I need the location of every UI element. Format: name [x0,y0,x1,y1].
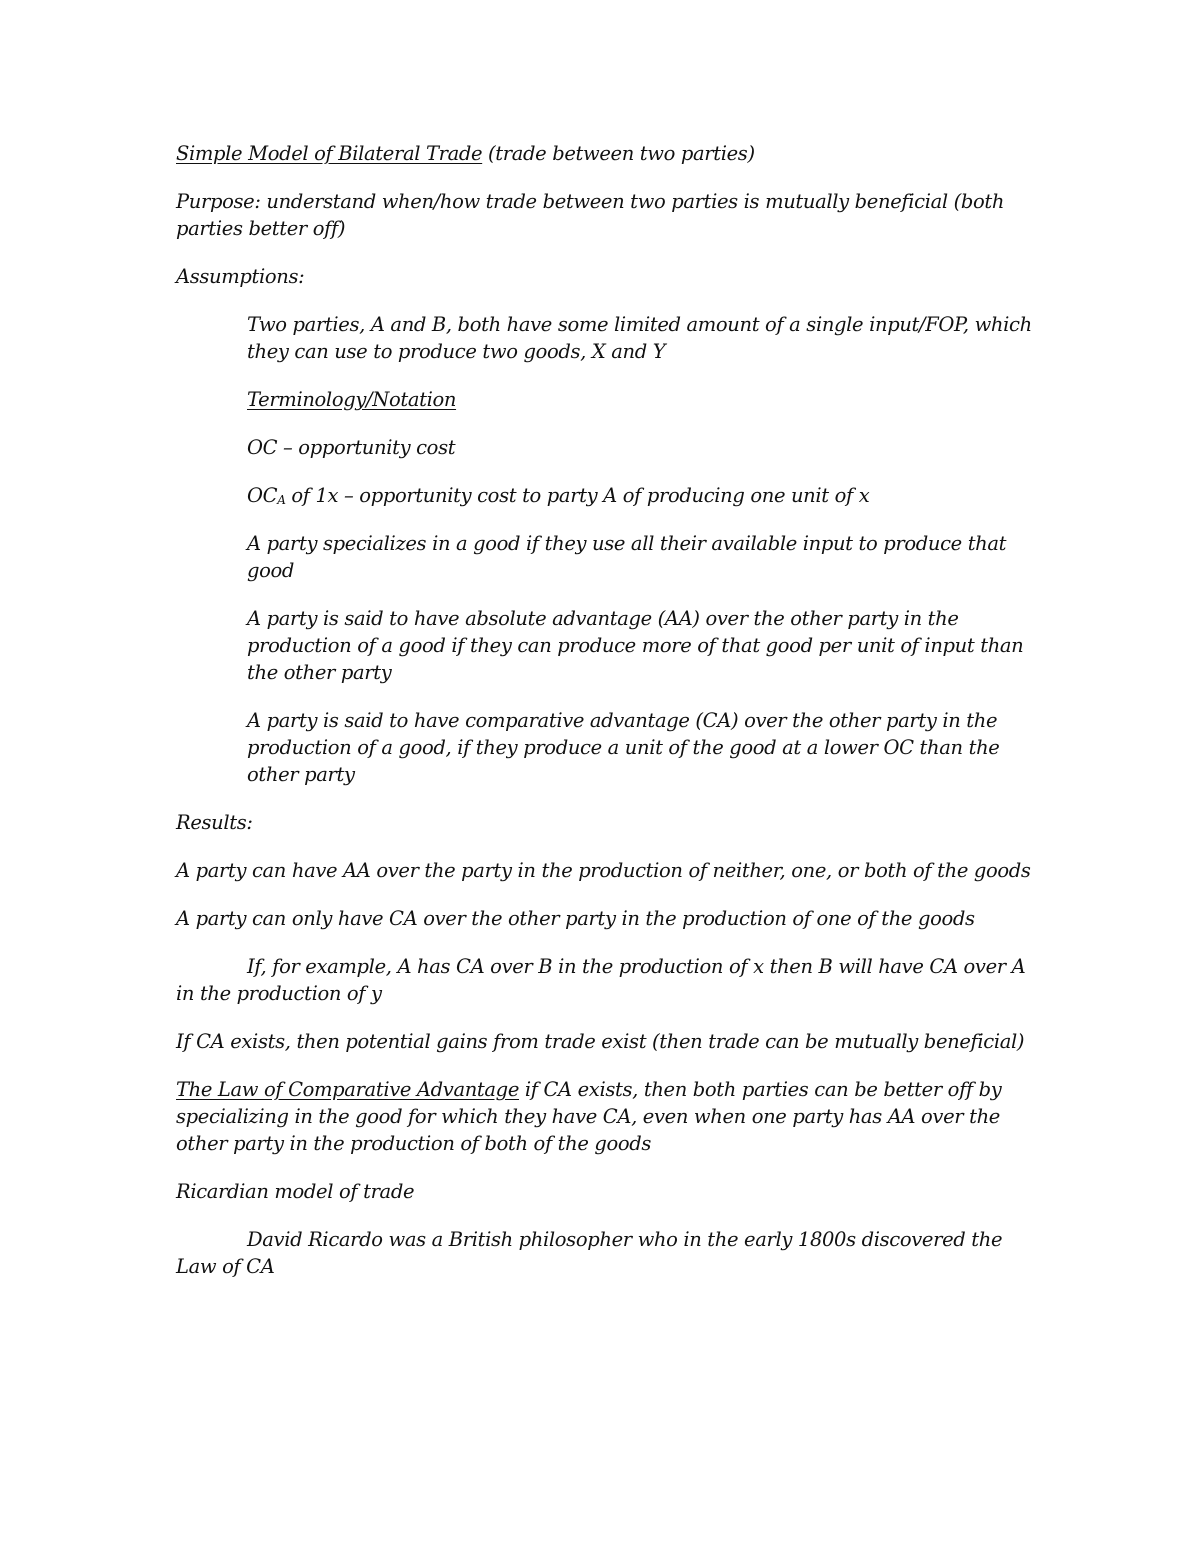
document-title-suffix: (trade between two parties) [482,142,755,165]
aa-result: A party can have AA over the party in the production of neither, one, or both of the goods [176,859,1031,882]
two-parties-paragraph: Two parties, A and B, both have some limited amount of a single input/FOP, which they can use to produce two goods, X and Y [247,313,1032,363]
ricardo-paragraph: David Ricardo was a British philosopher who in the early 1800s discovered the Law of CA [176,1228,1003,1278]
assumptions-heading: Assumptions: [176,265,305,288]
specializes-definition: A party specializes in a good if they use all their available input to produce that good [247,532,1007,582]
oca-definition [247,482,1036,509]
assumptions-block [176,311,1036,788]
gains-from-trade: If CA exists, then potential gains from trade exist (then trade can be mutually beneficial) [176,1030,1025,1053]
results-heading: Results: [176,811,253,834]
oca-prefix: OC [247,484,278,507]
oca-subscript: A [277,493,286,507]
oc-definition: OC – opportunity cost [247,436,456,459]
oca-suffix: of 1x – opportunity cost to party A of producing one unit of x [285,484,870,507]
comparative-advantage-definition: A party is said to have comparative advantage (CA) over the other party in the production of a good, if they produce a unit of the good at a lower OC than the other party [247,709,1000,786]
document-title: Simple Model of Bilateral Trade [176,142,483,165]
law-of-comparative-advantage [176,1076,1036,1157]
ca-example: If, for example, A has CA over B in the production of x then B will have CA over A in the production of y [176,955,1026,1005]
law-text: if CA exists, then both parties can be better off by specializing in the good for which they have CA, even when one party has AA over the other party in the production of both of the goods [176,1078,1002,1155]
terminology-heading [247,386,1036,413]
ricardian-heading: Ricardian model of trade [176,1180,415,1203]
law-title: The Law of Comparative Advantage [176,1078,520,1101]
absolute-advantage-definition: A party is said to have absolute advantage (AA) over the other party in the production of a good if they can produce more of that good per unit of input than the other party [247,607,1024,684]
title-line [176,140,1036,167]
ca-result: A party can only have CA over the other party in the production of one of the goods [176,907,975,930]
terminology-heading-text: Terminology/Notation [247,388,457,411]
purpose-paragraph: Purpose: understand when/how trade between two parties is mutually beneficial (both parties better off) [176,190,1005,240]
document-body [176,140,1036,1301]
